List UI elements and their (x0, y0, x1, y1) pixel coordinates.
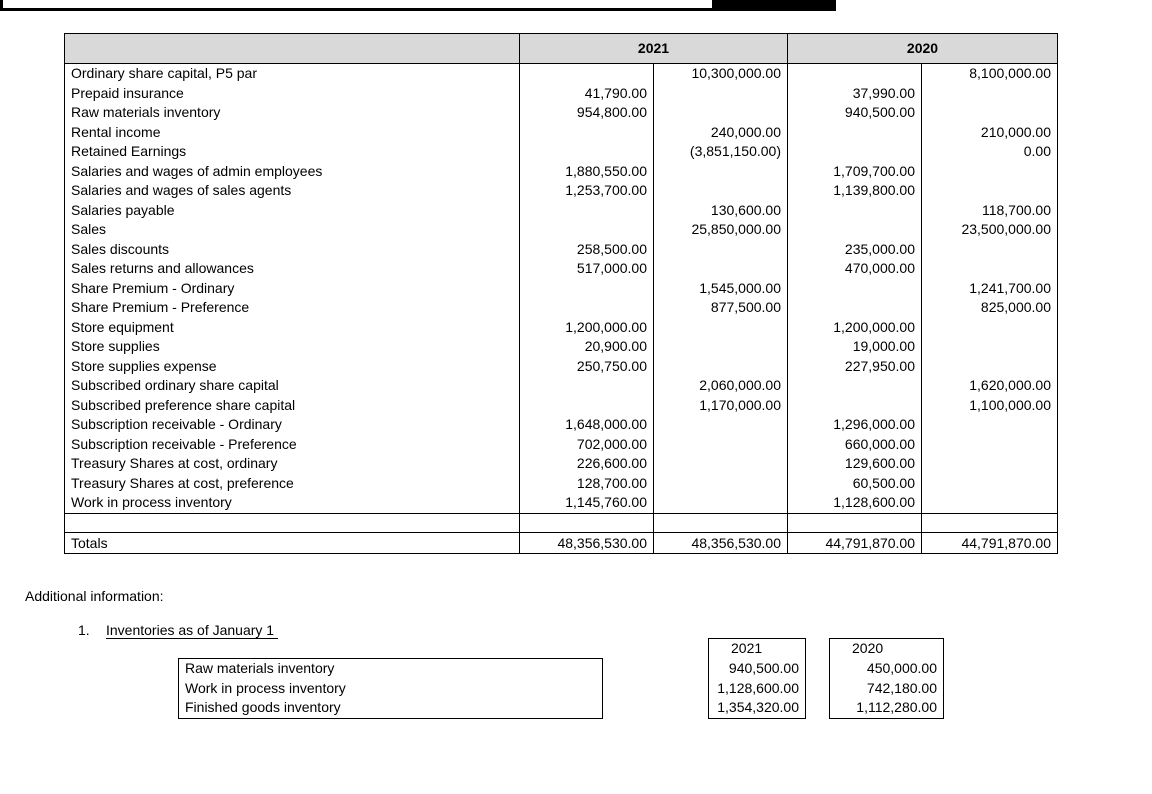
account-name-cell: Salaries payable (65, 201, 520, 221)
amount-cell-dr2020: 37,990.00 (788, 84, 922, 104)
amount-cell-dr2021: 954,800.00 (520, 103, 654, 123)
account-name-cell: Salaries and wages of sales agents (65, 181, 520, 201)
header-blank (65, 34, 520, 64)
spacer-cell (922, 513, 1058, 532)
amount-cell-dr2021: 1,253,700.00 (520, 181, 654, 201)
amount-cell-dr2021: 128,700.00 (520, 474, 654, 494)
inv-gap (603, 698, 709, 718)
amount-cell-cr2021: 1,545,000.00 (654, 279, 788, 299)
table-row (65, 162, 1058, 182)
inventory-2021: 1,354,320.00 (709, 698, 806, 718)
amount-cell-cr2020: 210,000.00 (922, 123, 1058, 143)
amount-cell-dr2020: 1,200,000.00 (788, 318, 922, 338)
account-name-cell: Sales returns and allowances (65, 259, 520, 279)
table-row (65, 220, 1058, 240)
account-name-cell: Subscribed preference share capital (65, 396, 520, 416)
totals-dr2020: 44,791,870.00 (788, 532, 922, 553)
table-row (65, 259, 1058, 279)
amount-cell-dr2021: 1,200,000.00 (520, 318, 654, 338)
table-row (65, 454, 1058, 474)
amount-cell-cr2021 (654, 357, 788, 377)
account-name-cell: Share Premium - Ordinary (65, 279, 520, 299)
inventories-header-row (179, 639, 944, 659)
amount-cell-cr2020 (922, 240, 1058, 260)
amount-cell-dr2021 (520, 220, 654, 240)
account-name-cell: Treasury Shares at cost, ordinary (65, 454, 520, 474)
totals-row (65, 532, 1058, 553)
list-item-number: 1. (78, 622, 90, 638)
amount-cell-cr2020 (922, 84, 1058, 104)
amount-cell-dr2021: 1,880,550.00 (520, 162, 654, 182)
amount-cell-dr2021: 517,000.00 (520, 259, 654, 279)
amount-cell-cr2021 (654, 493, 788, 513)
amount-cell-dr2020 (788, 64, 922, 84)
account-name-cell: Share Premium - Preference (65, 298, 520, 318)
amount-cell-dr2021: 20,900.00 (520, 337, 654, 357)
account-name-cell: Retained Earnings (65, 142, 520, 162)
inventory-2021: 940,500.00 (709, 659, 806, 679)
inv-header-gap (806, 639, 830, 659)
account-name-cell: Store supplies expense (65, 357, 520, 377)
table-row (65, 376, 1058, 396)
amount-cell-dr2020: 129,600.00 (788, 454, 922, 474)
inventory-2020: 1,112,280.00 (830, 698, 944, 718)
inventories-row (179, 679, 944, 699)
amount-cell-cr2021 (654, 84, 788, 104)
amount-cell-cr2020: 118,700.00 (922, 201, 1058, 221)
amount-cell-cr2021 (654, 415, 788, 435)
header-year-2020: 2020 (788, 34, 1058, 64)
table-row (65, 435, 1058, 455)
inv-gap (806, 679, 830, 699)
account-name-cell: Prepaid insurance (65, 84, 520, 104)
amount-cell-dr2020: 235,000.00 (788, 240, 922, 260)
amount-cell-dr2020 (788, 279, 922, 299)
account-name-cell: Subscription receivable - Preference (65, 435, 520, 455)
amount-cell-dr2021 (520, 123, 654, 143)
amount-cell-cr2020: 825,000.00 (922, 298, 1058, 318)
amount-cell-cr2021 (654, 318, 788, 338)
spacer-cell (65, 513, 520, 532)
amount-cell-cr2020: 1,241,700.00 (922, 279, 1058, 299)
inventory-2021: 1,128,600.00 (709, 679, 806, 699)
inv-header-2021: 2021 (709, 639, 806, 659)
amount-cell-dr2020 (788, 220, 922, 240)
amount-cell-cr2020 (922, 493, 1058, 513)
inv-gap (603, 679, 709, 699)
inv-header-blank (179, 639, 603, 659)
totals-dr2021: 48,356,530.00 (520, 532, 654, 553)
table-row (65, 493, 1058, 513)
account-name-cell: Treasury Shares at cost, preference (65, 474, 520, 494)
account-name-cell: Work in process inventory (65, 493, 520, 513)
amount-cell-cr2020 (922, 181, 1058, 201)
amount-cell-dr2020: 940,500.00 (788, 103, 922, 123)
amount-cell-dr2020: 227,950.00 (788, 357, 922, 377)
list-item-text: Inventories as of January 1 (106, 622, 278, 639)
amount-cell-cr2020 (922, 318, 1058, 338)
amount-cell-cr2020 (922, 474, 1058, 494)
amount-cell-dr2021: 250,750.00 (520, 357, 654, 377)
spacer-cell (654, 513, 788, 532)
table-row (65, 357, 1058, 377)
inventory-label: Work in process inventory (179, 679, 603, 699)
amount-cell-cr2021 (654, 259, 788, 279)
table-row (65, 337, 1058, 357)
amount-cell-dr2021: 258,500.00 (520, 240, 654, 260)
amount-cell-dr2021 (520, 201, 654, 221)
amount-cell-dr2020 (788, 123, 922, 143)
trial-balance-table (64, 33, 1058, 554)
amount-cell-dr2021: 702,000.00 (520, 435, 654, 455)
spacer-cell (520, 513, 654, 532)
amount-cell-cr2020: 8,100,000.00 (922, 64, 1058, 84)
amount-cell-dr2021 (520, 298, 654, 318)
inv-header-2020: 2020 (830, 639, 944, 659)
amount-cell-cr2021: 2,060,000.00 (654, 376, 788, 396)
account-name-cell: Rental income (65, 123, 520, 143)
inventory-2020: 742,180.00 (830, 679, 944, 699)
inventories-list-item (78, 622, 278, 638)
amount-cell-dr2021 (520, 396, 654, 416)
table-row (65, 123, 1058, 143)
inv-gap (806, 698, 830, 718)
amount-cell-dr2020: 60,500.00 (788, 474, 922, 494)
amount-cell-dr2021 (520, 279, 654, 299)
amount-cell-dr2021 (520, 142, 654, 162)
amount-cell-dr2021: 226,600.00 (520, 454, 654, 474)
account-name-cell: Store equipment (65, 318, 520, 338)
table-row (65, 318, 1058, 338)
inventory-2020: 450,000.00 (830, 659, 944, 679)
amount-cell-dr2021: 1,648,000.00 (520, 415, 654, 435)
amount-cell-cr2020 (922, 415, 1058, 435)
amount-cell-dr2020 (788, 142, 922, 162)
amount-cell-dr2021 (520, 64, 654, 84)
amount-cell-dr2020 (788, 298, 922, 318)
table-row (65, 474, 1058, 494)
inv-header-gap (603, 639, 709, 659)
account-name-cell: Sales (65, 220, 520, 240)
account-name-cell: Salaries and wages of admin employees (65, 162, 520, 182)
table-row (65, 103, 1058, 123)
amount-cell-dr2020: 1,139,800.00 (788, 181, 922, 201)
amount-cell-dr2020: 1,296,000.00 (788, 415, 922, 435)
amount-cell-dr2020: 1,709,700.00 (788, 162, 922, 182)
amount-cell-cr2021: 25,850,000.00 (654, 220, 788, 240)
table-row (65, 181, 1058, 201)
account-name-cell: Ordinary share capital, P5 par (65, 64, 520, 84)
account-name-cell: Subscribed ordinary share capital (65, 376, 520, 396)
totals-cr2020: 44,791,870.00 (922, 532, 1058, 553)
amount-cell-cr2020 (922, 454, 1058, 474)
amount-cell-cr2021: 130,600.00 (654, 201, 788, 221)
amount-cell-cr2020: 1,100,000.00 (922, 396, 1058, 416)
totals-cr2021: 48,356,530.00 (654, 532, 788, 553)
amount-cell-cr2020 (922, 259, 1058, 279)
inventories-table (178, 638, 944, 719)
table-row (65, 279, 1058, 299)
amount-cell-cr2020 (922, 103, 1058, 123)
amount-cell-dr2020: 19,000.00 (788, 337, 922, 357)
top-border-fragment (0, 0, 836, 13)
account-name-cell: Sales discounts (65, 240, 520, 260)
table-row (65, 415, 1058, 435)
inventory-label: Finished goods inventory (179, 698, 603, 718)
amount-cell-cr2020 (922, 337, 1058, 357)
table-row (65, 201, 1058, 221)
amount-cell-cr2021: (3,851,150.00) (654, 142, 788, 162)
amount-cell-cr2021 (654, 240, 788, 260)
amount-cell-dr2020 (788, 396, 922, 416)
spacer-cell (788, 513, 922, 532)
table-row (65, 64, 1058, 84)
amount-cell-dr2021: 1,145,760.00 (520, 493, 654, 513)
amount-cell-dr2020: 470,000.00 (788, 259, 922, 279)
amount-cell-cr2021: 877,500.00 (654, 298, 788, 318)
table-row (65, 298, 1058, 318)
amount-cell-cr2021 (654, 435, 788, 455)
amount-cell-dr2021 (520, 376, 654, 396)
amount-cell-cr2021: 240,000.00 (654, 123, 788, 143)
inv-gap (806, 659, 830, 679)
amount-cell-cr2021 (654, 181, 788, 201)
amount-cell-cr2021 (654, 162, 788, 182)
table-row (65, 396, 1058, 416)
header-year-2021: 2021 (520, 34, 788, 64)
amount-cell-cr2020 (922, 435, 1058, 455)
totals-label: Totals (65, 532, 520, 553)
account-name-cell: Store supplies (65, 337, 520, 357)
amount-cell-cr2021: 1,170,000.00 (654, 396, 788, 416)
amount-cell-dr2020 (788, 201, 922, 221)
spacer-row (65, 513, 1058, 532)
table-row (65, 240, 1058, 260)
inventory-label: Raw materials inventory (179, 659, 603, 679)
amount-cell-dr2021: 41,790.00 (520, 84, 654, 104)
amount-cell-dr2020: 660,000.00 (788, 435, 922, 455)
amount-cell-cr2020: 23,500,000.00 (922, 220, 1058, 240)
inventories-row (179, 698, 944, 718)
table-row (65, 142, 1058, 162)
table-header-row (65, 34, 1058, 64)
amount-cell-cr2020 (922, 357, 1058, 377)
amount-cell-cr2021 (654, 474, 788, 494)
inventories-row (179, 659, 944, 679)
table-row (65, 84, 1058, 104)
account-name-cell: Raw materials inventory (65, 103, 520, 123)
amount-cell-cr2020: 1,620,000.00 (922, 376, 1058, 396)
additional-information-heading: Additional information: (25, 588, 164, 604)
amount-cell-cr2021 (654, 337, 788, 357)
account-name-cell: Subscription receivable - Ordinary (65, 415, 520, 435)
amount-cell-cr2020: 0.00 (922, 142, 1058, 162)
amount-cell-cr2021: 10,300,000.00 (654, 64, 788, 84)
inv-gap (603, 659, 709, 679)
amount-cell-dr2020: 1,128,600.00 (788, 493, 922, 513)
amount-cell-dr2020 (788, 376, 922, 396)
amount-cell-cr2021 (654, 103, 788, 123)
amount-cell-cr2021 (654, 454, 788, 474)
amount-cell-cr2020 (922, 162, 1058, 182)
